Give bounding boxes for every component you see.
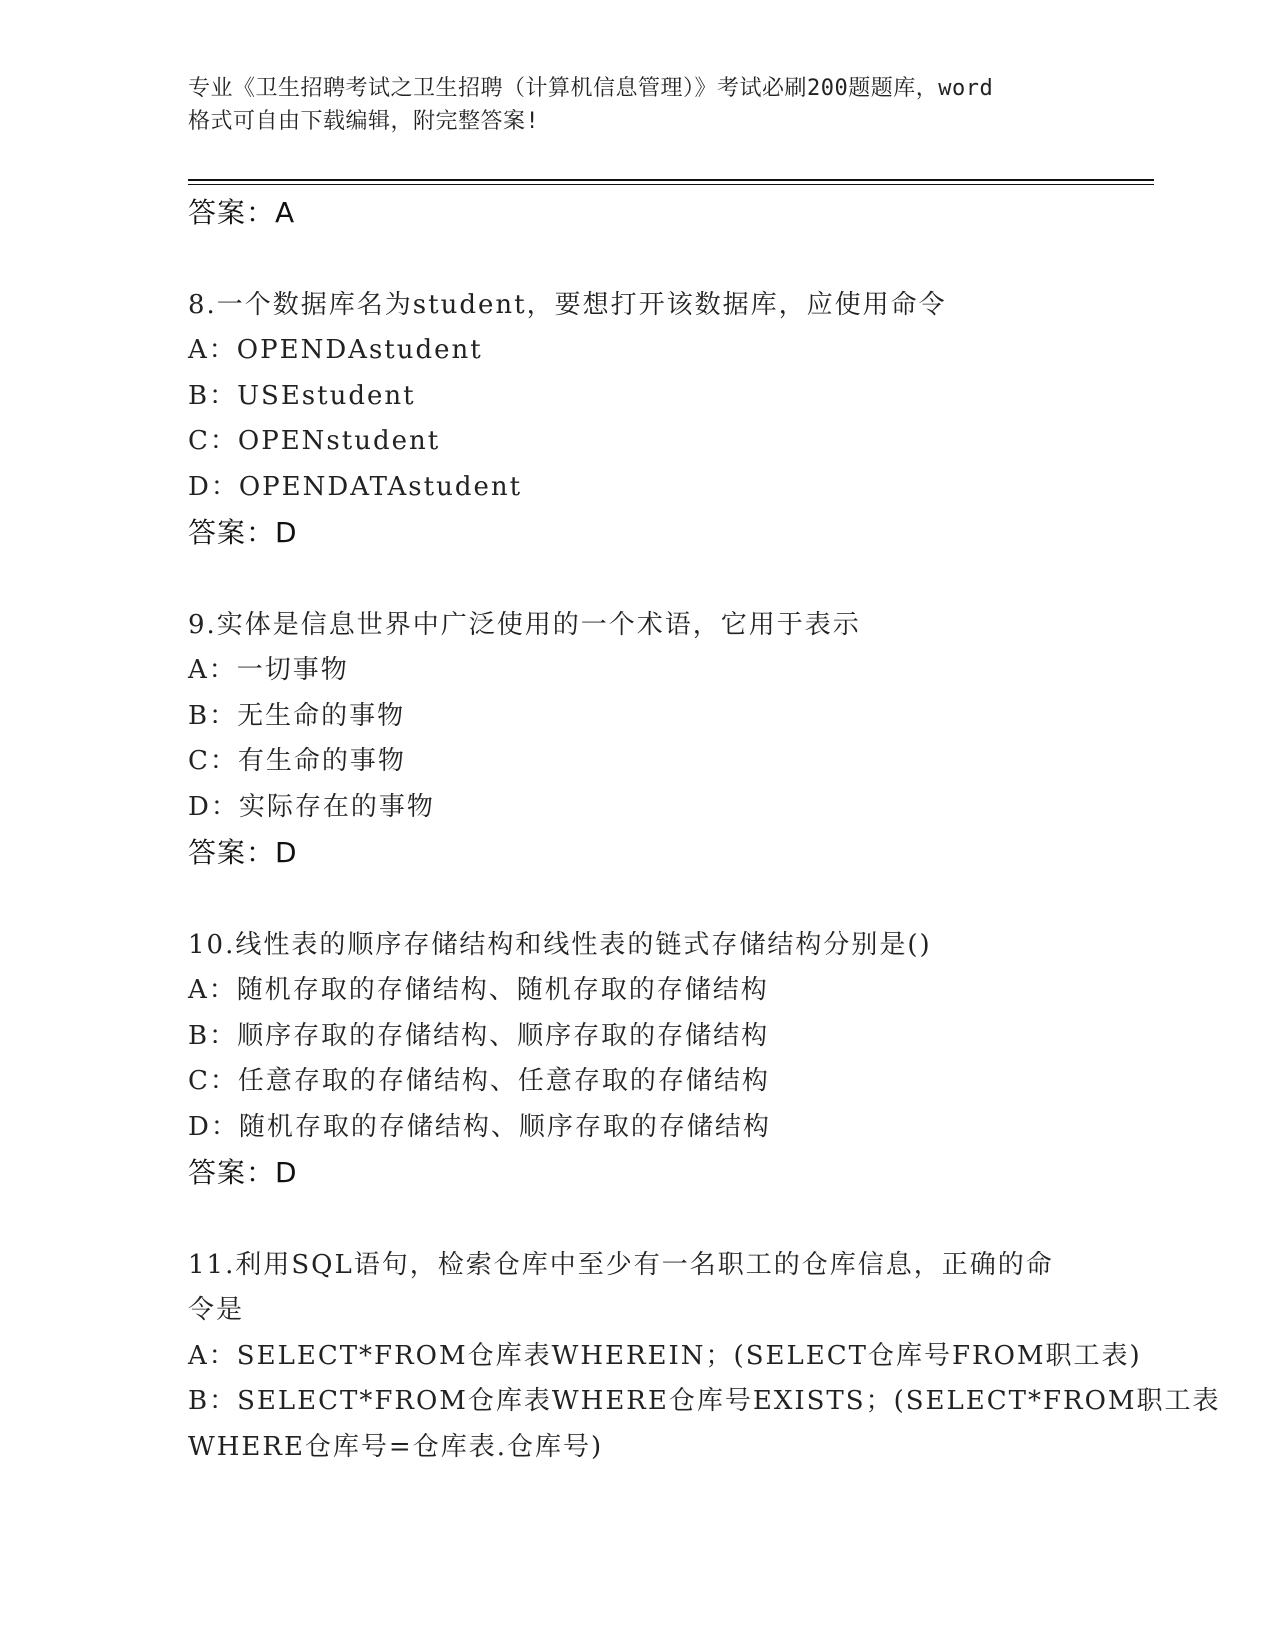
option-d: D：随机存取的存储结构、顺序存取的存储结构 bbox=[188, 1111, 771, 1142]
option-d: D：OPENDATAstudent bbox=[188, 471, 523, 502]
option-d: D：实际存在的事物 bbox=[188, 791, 435, 822]
answer-line: 答案：D bbox=[188, 1156, 298, 1189]
option-b-line-2: WHERE仓库号=仓库表.仓库号) bbox=[188, 1431, 604, 1462]
answer-line: 答案：D bbox=[188, 516, 298, 549]
question-11 bbox=[188, 1243, 1221, 1471]
option-b: B：顺序存取的存储结构、顺序存取的存储结构 bbox=[188, 1020, 770, 1051]
answer-line: 答案：D bbox=[188, 836, 298, 869]
page-header bbox=[188, 72, 1088, 138]
header-line-1: 专业《卫生招聘考试之卫生招聘（计算机信息管理）》考试必刷200题题库，word bbox=[188, 76, 994, 101]
option-c: C：任意存取的存储结构、任意存取的存储结构 bbox=[188, 1066, 770, 1096]
option-c: C：OPENstudent bbox=[188, 426, 441, 456]
question-8 bbox=[188, 283, 1088, 556]
question-10 bbox=[188, 923, 1088, 1196]
option-b-line-1: B：SELECT*FROM仓库表WHERE仓库号EXISTS；(SELECT*FROM职工表 bbox=[188, 1386, 1221, 1416]
question-stem-line-1: 11.利用SQL语句，检索仓库中至少有一名职工的仓库信息，正确的命 bbox=[188, 1249, 1054, 1280]
option-a: A：随机存取的存储结构、随机存取的存储结构 bbox=[188, 975, 769, 1005]
question-list bbox=[188, 190, 1221, 1470]
header-rule-thick bbox=[188, 179, 1154, 181]
question-stem-line-2: 令是 bbox=[188, 1295, 245, 1325]
option-b: B：无生命的事物 bbox=[188, 700, 406, 731]
question-9 bbox=[188, 603, 1088, 876]
option-b: B：USEstudent bbox=[188, 380, 416, 411]
header-rule-thin bbox=[188, 184, 1154, 185]
option-a: A：OPENDAstudent bbox=[188, 335, 483, 365]
option-c: C：有生命的事物 bbox=[188, 746, 406, 776]
question-stem: 9.实体是信息世界中广泛使用的一个术语，它用于表示 bbox=[188, 609, 861, 640]
option-a: A：SELECT*FROM仓库表WHEREIN；(SELECT仓库号FROM职工表) bbox=[188, 1340, 1142, 1371]
header-line-2: 格式可自由下载编辑，附完整答案! bbox=[188, 109, 540, 134]
option-a: A：一切事物 bbox=[188, 655, 349, 685]
answer-line: 答案：A bbox=[188, 196, 296, 229]
question-stem: 8.一个数据库名为student，要想打开该数据库，应使用命令 bbox=[188, 289, 947, 320]
question-stem: 10.线性表的顺序存储结构和线性表的链式存储结构分别是() bbox=[188, 929, 932, 960]
